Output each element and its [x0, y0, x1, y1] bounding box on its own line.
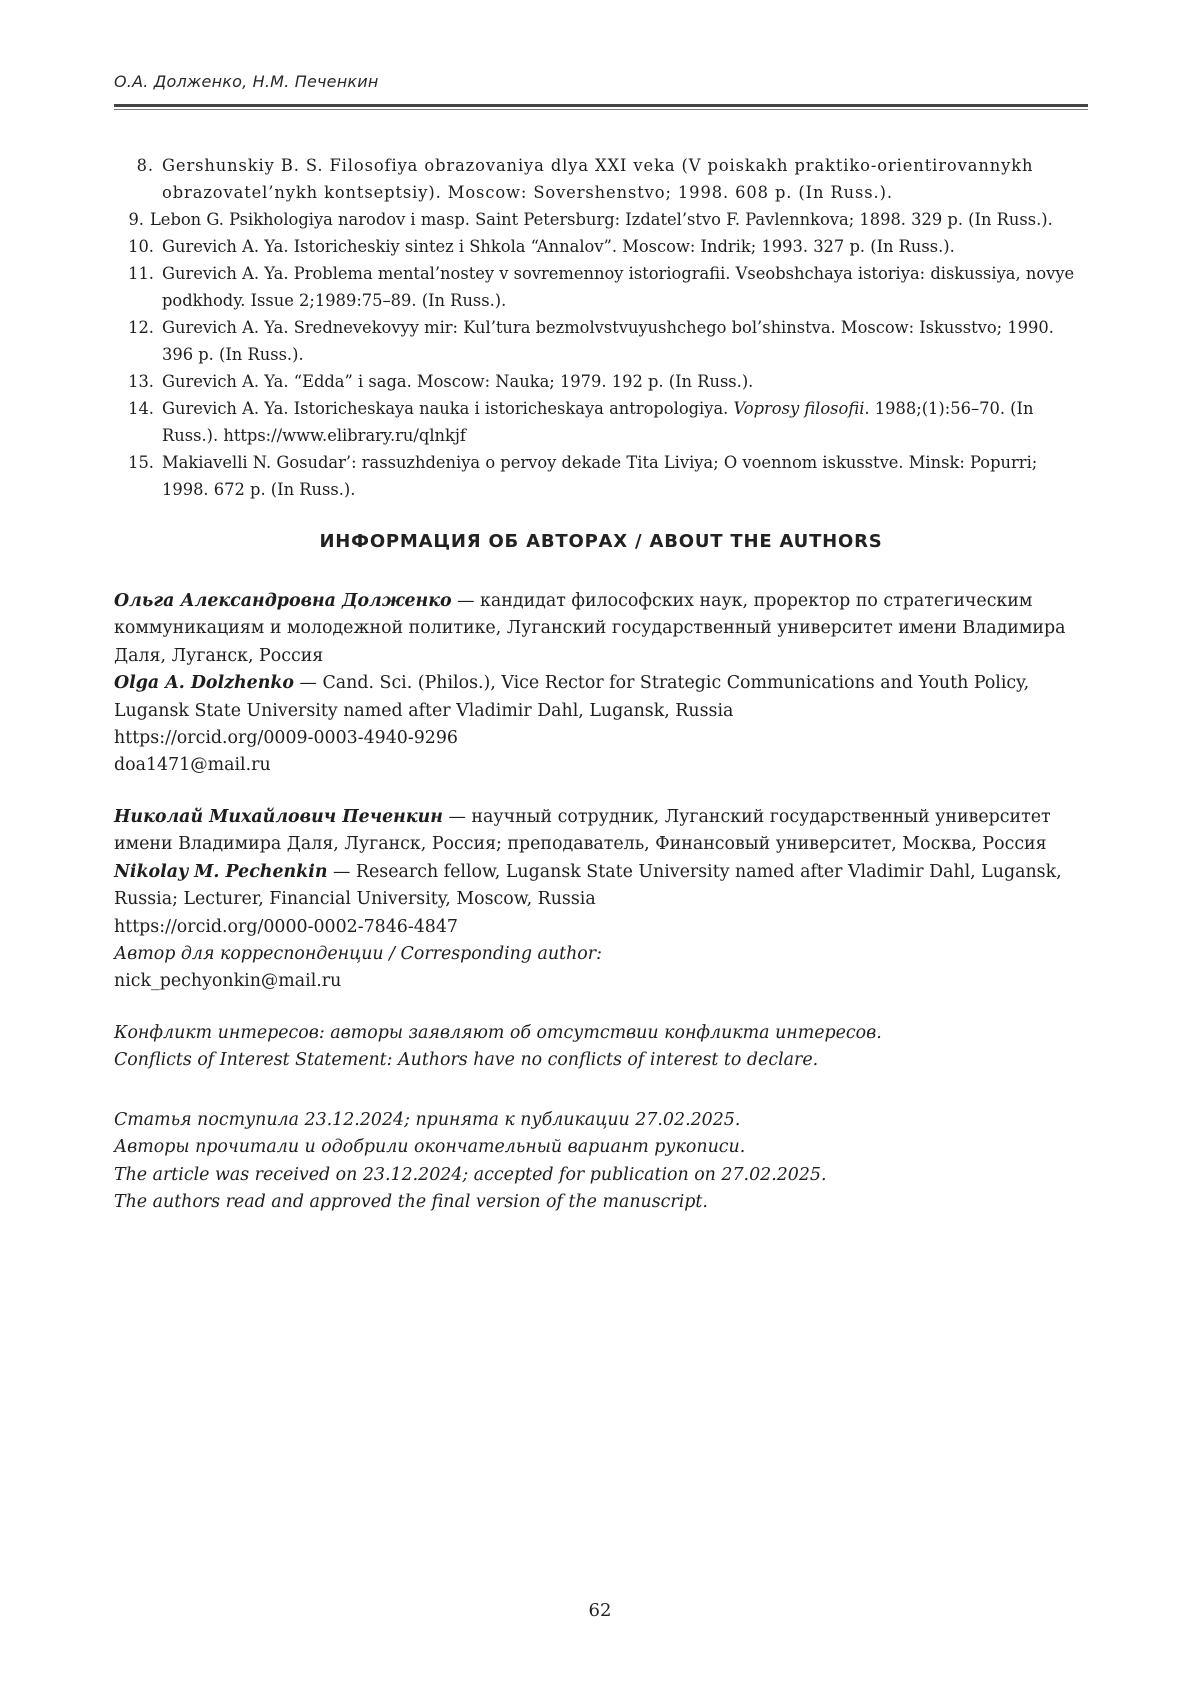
running-head: О.А. Долженко, Н.М. Печенкин	[114, 72, 379, 91]
section-title: ИНФОРМАЦИЯ ОБ АВТОРАХ / ABOUT THE AUTHORS	[319, 531, 883, 552]
reference-number: 13.	[128, 372, 154, 391]
corresponding-author-label: Автор для корреспонденции / Corresponding author:	[114, 944, 602, 965]
reference-text: Gurevich A. Ya. Problema mental’nostey v sovremennoy istoriografii. Vseobshchaya istoriya: diskussiya, novye podkhody. Issue 2;1989:75–89. (In Russ.).	[162, 264, 1075, 310]
author-ru	[114, 588, 1094, 670]
author-desc-ru: — научный сотрудник, Луганский государственный университет имени Владимира Даля, Луганск, Россия; преподаватель, Финансовый университет, Москва, Россия	[114, 807, 1051, 855]
approved-ru: Авторы прочитали и одобрили окончательный вариант рукописи.	[114, 1137, 746, 1158]
reference-number: 8.	[136, 156, 154, 175]
conflict-ru: Конфликт интересов: авторы заявляют об отсутствии конфликта интересов.	[114, 1023, 882, 1043]
author-orcid[interactable]: https://orcid.org/0000-0002-7846-4847	[114, 916, 458, 937]
reference-item	[114, 395, 1088, 449]
author-block-1	[114, 588, 1094, 780]
reference-text: Makiavelli N. Gosudar’: rassuzhdeniya o pervoy dekade Tita Liviya; O voennom iskusstve. Minsk: Popurri; 1998. 672 p. (In Russ.).	[162, 453, 1038, 499]
author-name-ru: Ольга Александровна Долженко	[114, 591, 452, 611]
author-ru	[114, 804, 1094, 859]
reference-number: 14.	[128, 399, 154, 418]
received-ru: Статья поступила 23.12.2024; принята к публикации 27.02.2025.	[114, 1110, 741, 1130]
author-email[interactable]: doa1471@mail.ru	[114, 755, 271, 776]
author-block-2	[114, 804, 1094, 996]
reference-item	[114, 449, 1088, 503]
author-en	[114, 859, 1094, 914]
reference-number: 10.	[128, 237, 154, 256]
reference-item	[114, 233, 1088, 260]
author-name-en: Olga A. Dolzhenko	[114, 673, 295, 694]
reference-number: 15.	[128, 453, 154, 472]
header-rule-thin	[114, 109, 1088, 110]
author-email[interactable]: nick_pechyonkin@mail.ru	[114, 971, 342, 992]
reference-item	[114, 152, 1088, 206]
approved-en: The authors read and approved the final version of the manuscript.	[114, 1192, 708, 1213]
author-desc-en: — Research fellow, Lugansk State University named after Vladimir Dahl, Lugansk, Russia; Lecturer, Financial University, Moscow, Russia	[114, 861, 1062, 910]
conflict-en: Conflicts of Interest Statement: Authors have no conflicts of interest to declare.	[114, 1050, 819, 1071]
reference-number: 12.	[128, 318, 154, 337]
header-rule-thick	[114, 104, 1088, 107]
author-name-en: Nikolay M. Pechenkin	[114, 861, 328, 882]
author-desc-en: — Cand. Sci. (Philos.), Vice Rector for Strategic Communications and Youth Policy, Lugansk State University named after Vladimir Dahl, Lugansk, Russia	[114, 673, 1030, 721]
reference-text: Gershunskiy B. S. Filosofiya obrazovaniya dlya XXI veka (V poiskakh praktiko-orientirovannykh obrazovatel’nykh kontseptsiy). Moscow: Sovershenstvo; 1998. 608 p. (In Russ.).	[162, 156, 1034, 202]
reference-item	[114, 260, 1088, 314]
reference-text: Gurevich A. Ya. “Edda” i saga. Moscow: Nauka; 1979. 192 p. (In Russ.).	[162, 372, 754, 391]
author-desc-ru: — кандидат философских наук, проректор по стратегическим коммуникациям и молодежной политике, Луганский государственный университет имени Владимира Даля, Луганск, Россия	[114, 591, 1066, 666]
reference-item	[114, 206, 1088, 233]
reference-text: Gurevich A. Ya. Srednevekovyy mir: Kul’tura bezmolvstvuyushchego bol’shinstva. Moscow: Iskusstvo; 1990. 396 p. (In Russ.).	[162, 318, 1054, 364]
dates-block	[114, 1107, 1094, 1217]
author-orcid[interactable]: https://orcid.org/0009-0003-4940-9296	[114, 728, 458, 749]
reference-text: Lebon G. Psikhologiya narodov i masp. Saint Petersburg: Izdatel’stvo F. Pavlennkova; 1898. 329 p. (In Russ.).	[150, 210, 1053, 229]
reference-item	[114, 314, 1088, 368]
reference-number: 11.	[128, 264, 154, 283]
received-en: The article was received on 23.12.2024; accepted for publication on 27.02.2025.	[114, 1164, 827, 1185]
author-name-ru: Николай Михайлович Печенкин	[114, 807, 443, 827]
reference-list	[114, 152, 1088, 503]
conflict-block	[114, 1020, 1094, 1075]
reference-number: 9.	[128, 210, 144, 229]
reference-journal: Voprosy filosofii	[733, 399, 865, 418]
reference-text-tail: . 1988;(1):56–70. (In Russ.). https://www.elibrary.ru/qlnkjf	[162, 399, 1034, 445]
page-number: 62	[588, 1600, 612, 1621]
reference-item	[114, 368, 1088, 395]
author-en	[114, 670, 1094, 725]
reference-text: Gurevich A. Ya. Istoricheskiy sintez i Shkola “Annalov”. Moscow: Indrik; 1993. 327 p. (In Russ.).	[162, 237, 955, 256]
reference-text: Gurevich A. Ya. Istoricheskaya nauka i istoricheskaya antropologiya.	[162, 399, 734, 418]
